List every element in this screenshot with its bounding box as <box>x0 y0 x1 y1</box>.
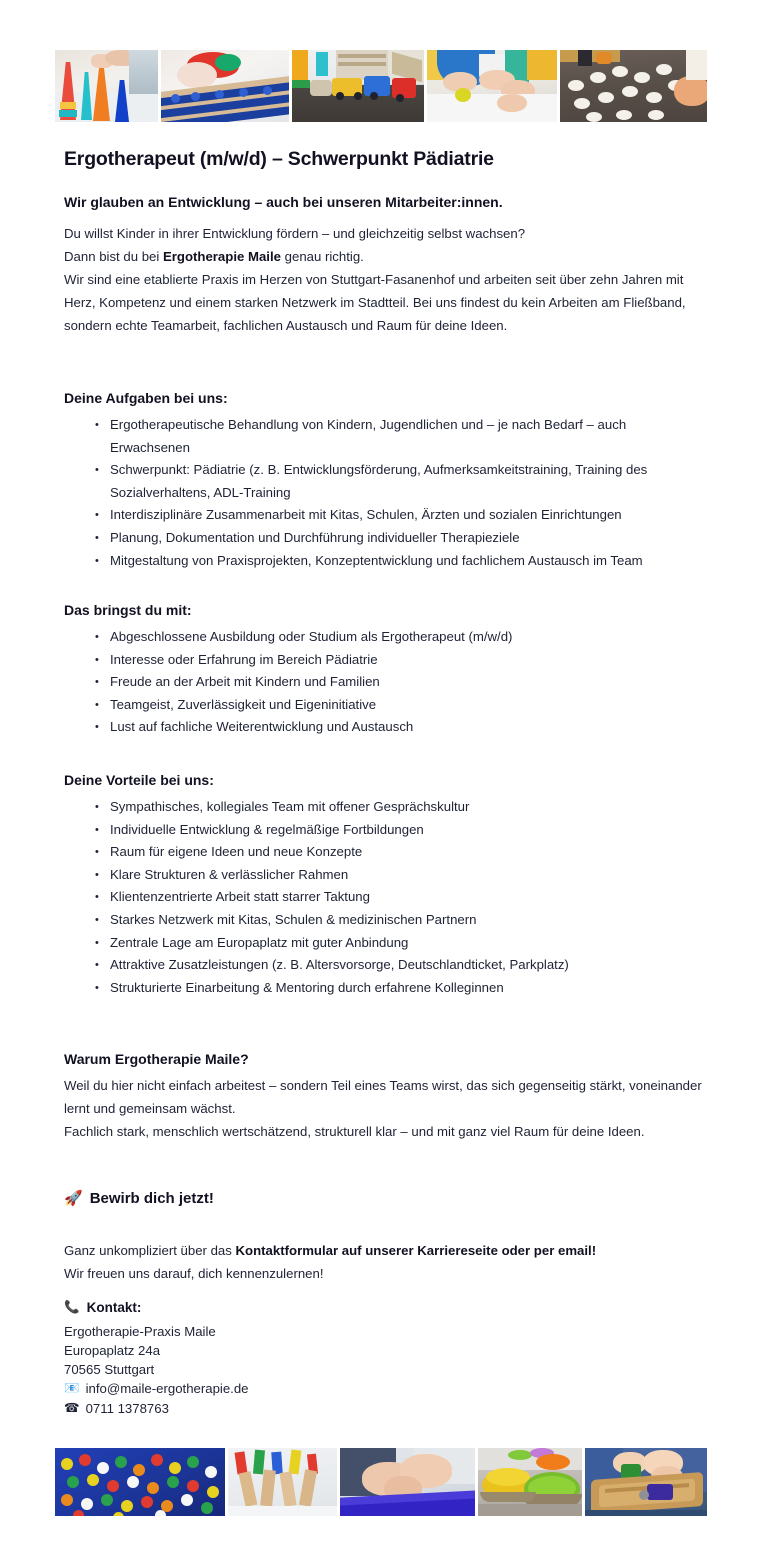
list-item: • Abgeschlossene Ausbildung oder Studium als Ergotherapeut (m/w/d) <box>64 626 704 649</box>
apply-line <box>64 1239 704 1262</box>
list-item: • Freude an der Arbeit mit Kindern und Familien <box>64 671 704 694</box>
phone-receiver-icon: 📞 <box>64 1299 80 1315</box>
apply-pre: Ganz unkompliziert über das <box>64 1243 236 1258</box>
intro-paragraph: Wir sind eine etablierte Praxis im Herzen von Stuttgart-Fasanenhof und arbeiten seit über zehn Jahren mit Herz, Kompetenz und einem starken Netzwerk im Stadtteil. Bei uns findest du kein Arbeiten am Fließband, sondern echte Teamarbeit, fachlichen Austausch und Raum für deine Ideen. <box>64 272 686 333</box>
contact-heading <box>64 1300 704 1315</box>
contact-email[interactable]: info@maile-ergotherapie.de <box>85 1381 249 1396</box>
header-image-strip <box>55 50 707 122</box>
list-item: • Zentrale Lage am Europaplatz mit guter Anbindung <box>64 932 704 955</box>
list-item: • Strukturierte Einarbeitung & Mentoring durch erfahrene Kolleginnen <box>64 977 704 1000</box>
section-list-aufgaben <box>64 414 704 572</box>
page-title: Ergotherapeut (m/w/d) – Schwerpunkt Pädiatrie <box>64 148 494 170</box>
list-item: • Lust auf fachliche Weiterentwicklung und Austausch <box>64 716 704 739</box>
hands-ball-photo <box>427 50 557 122</box>
warum-paragraph: Weil du hier nicht einfach arbeitest – sondern Teil eines Teams wirst, das sich gegenseitig stärkt, voneinander lernt und gemeinsam wächst. <box>64 1078 702 1116</box>
intro-line-1: Du willst Kinder in ihrer Entwicklung fördern – und gleichzeitig selbst wachsen? <box>64 226 526 241</box>
intro-line-2 <box>64 245 704 268</box>
list-item: • Klientenzentrierte Arbeit statt starrer Taktung <box>64 886 704 909</box>
memory-cards-photo <box>560 50 707 122</box>
warum-paragraph-2: Fachlich stark, menschlich wertschätzend, strukturell klar – und mit ganz viel Raum für deine Ideen. <box>64 1124 645 1139</box>
abacus-beads-photo <box>161 50 289 122</box>
contact-phone[interactable]: 0711 1378763 <box>85 1401 169 1416</box>
balance-cushion-photo <box>478 1448 582 1516</box>
section-heading-warum: Warum Ergotherapie Maile? <box>64 1051 249 1067</box>
company-name-emphasis: Ergotherapie Maile <box>162 249 281 264</box>
section-list-vorteile <box>64 796 704 999</box>
intro-line-2-post: genau richtig. <box>280 249 364 264</box>
footer-image-strip <box>55 1448 707 1516</box>
list-item: • Starkes Netzwerk mit Kitas, Schulen & medizinischen Partnern <box>64 909 704 932</box>
telephone-icon: ☎ <box>64 1400 80 1416</box>
wooden-board-photo <box>585 1448 707 1516</box>
section-list-anforderungen <box>64 626 704 739</box>
list-item: • Interesse oder Erfahrung im Bereich Pädiatrie <box>64 649 704 672</box>
list-item: • Individuelle Entwicklung & regelmäßige Fortbildungen <box>64 819 704 842</box>
list-item: • Attraktive Zusatzleistungen (z. B. Altersvorsorge, Deutschlandticket, Parkplatz) <box>64 954 704 977</box>
intro-line-2-pre: Dann bist du bei <box>64 249 163 264</box>
stacking-cones-photo <box>55 50 158 122</box>
list-item: • Teamgeist, Zuverlässigkeit und Eigeninitiative <box>64 694 704 717</box>
list-item: • Sympathisches, kollegiales Team mit offener Gesprächskultur <box>64 796 704 819</box>
list-item: • Klare Strukturen & verlässlicher Rahmen <box>64 864 704 887</box>
list-item: • Interdisziplinäre Zusammenarbeit mit Kitas, Schulen, Ärzten und sozialen Einrichtungen <box>64 504 704 527</box>
rocket-icon: 🚀 <box>64 1189 83 1207</box>
list-item: • Mitgestaltung von Praxisprojekten, Konzeptentwicklung und fachlichem Austausch im Team <box>64 550 704 573</box>
cta-heading <box>64 1190 704 1207</box>
section-heading-anforderungen: Das bringst du mit: <box>64 602 192 618</box>
contact-heading-label: Kontakt: <box>86 1300 142 1315</box>
contact-phone-row[interactable] <box>64 1399 704 1418</box>
hand-therapy-photo <box>340 1448 475 1516</box>
contact-street: Europaplatz 24a <box>64 1343 161 1358</box>
section-heading-aufgaben: Deine Aufgaben bei uns: <box>64 390 228 406</box>
list-item: • Raum für eigene Ideen und neue Konzepte <box>64 841 704 864</box>
apply-follow-line: Wir freuen uns darauf, dich kennenzulernen! <box>64 1266 324 1281</box>
list-item: • Schwerpunkt: Pädiatrie (z. B. Entwicklungsförderung, Aufmerksamkeitstraining, Training des Sozialverhaltens, ADL-Training <box>64 459 704 504</box>
list-item: • Ergotherapeutische Behandlung von Kindern, Jugendlichen und – je nach Bedarf – auch Erwachsenen <box>64 414 704 459</box>
ball-pit-photo <box>55 1448 225 1516</box>
apply-link-text[interactable]: Kontaktformular auf unserer Karriereseite oder per email! <box>235 1243 597 1258</box>
glueck-letters-photo <box>228 1448 337 1516</box>
contact-city: 70565 Stuttgart <box>64 1362 155 1377</box>
lead-statement: Wir glauben an Entwicklung – auch bei unseren Mitarbeiter:innen. <box>64 194 503 210</box>
contact-company: Ergotherapie-Praxis Maile <box>64 1324 216 1339</box>
email-icon: 📧 <box>64 1380 80 1396</box>
list-item: • Planung, Dokumentation und Durchführung individueller Therapieziele <box>64 527 704 550</box>
section-heading-vorteile: Deine Vorteile bei uns: <box>64 772 214 788</box>
wooden-toys-photo <box>292 50 425 122</box>
contact-email-row[interactable] <box>64 1379 704 1398</box>
cta-label: Bewirb dich jetzt! <box>89 1190 214 1207</box>
